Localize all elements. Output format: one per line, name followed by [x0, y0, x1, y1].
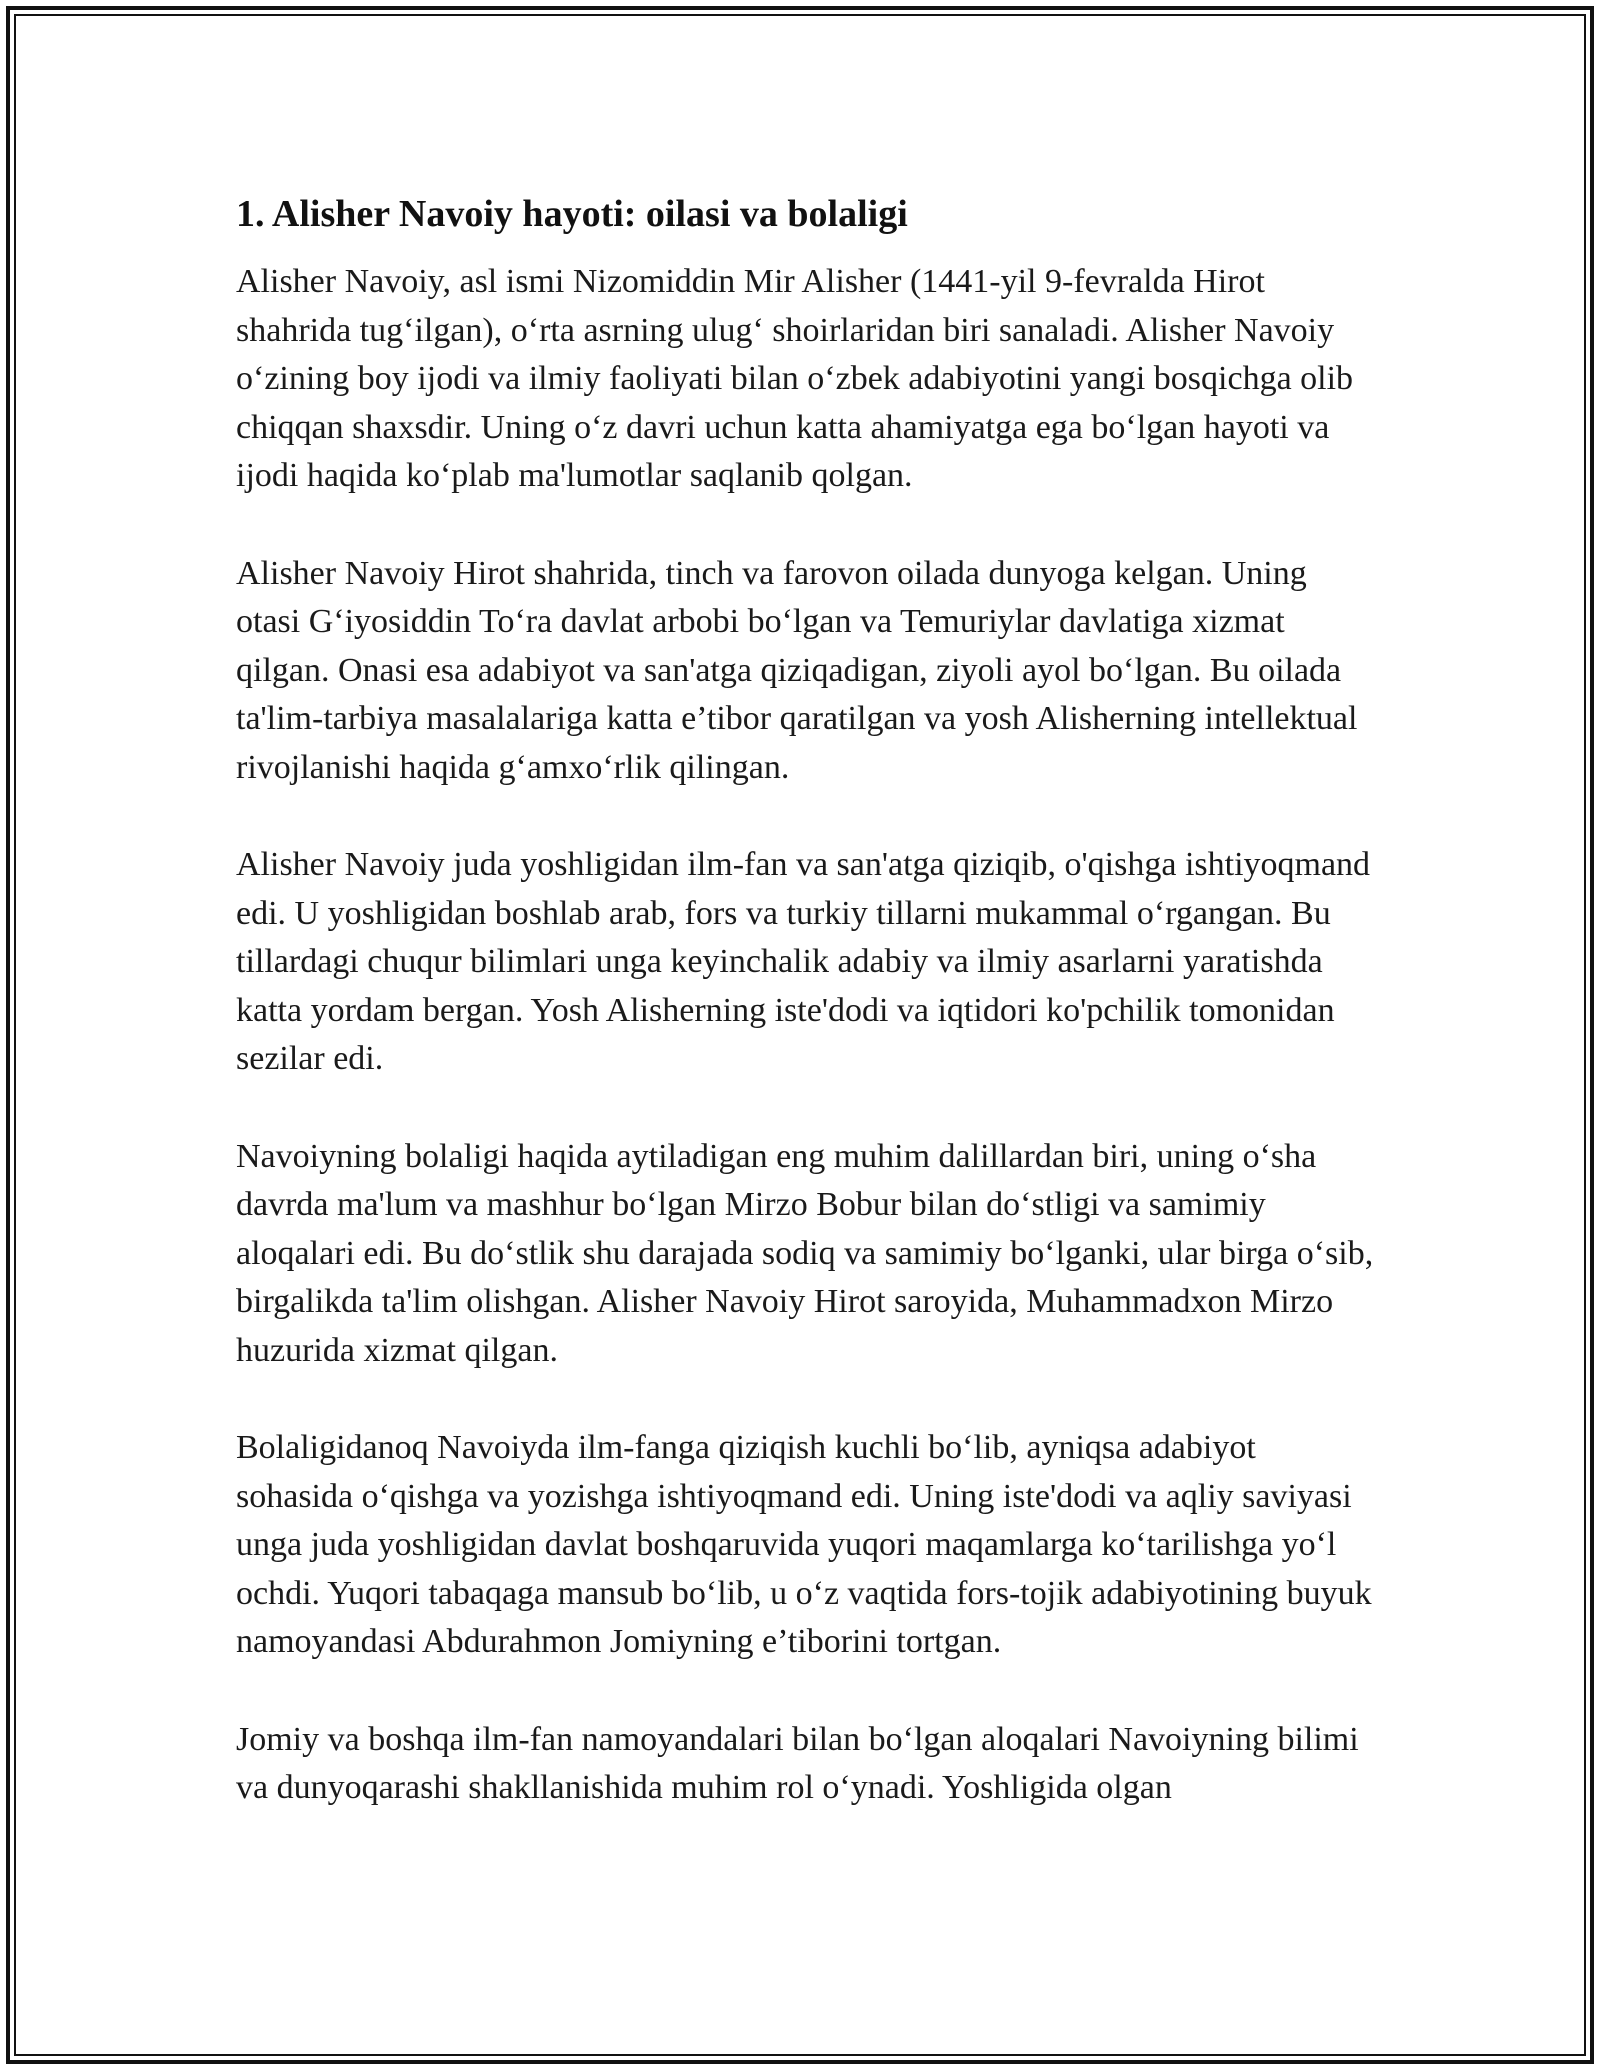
- paragraph-3: Alisher Navoiy juda yoshligidan ilm-fan va san'atga qiziqib, o'qishga ishtiyoqmand edi. U yoshligidan boshlab arab, fors va turkiy tillarni mukammal o‘rgangan. Bu tillardagi chuqur bilimlari unga keyinchalik adabiy va ilmiy asarlarni yaratishda katta yordam bergan. Yosh Alisherning iste'dodi va iqtidori ko'pchilik tomonidan sezilar edi.: [236, 846, 1371, 1077]
- paragraph-4: Navoiyning bolaligi haqida aytiladigan eng muhim dalillardan biri, uning o‘sha davrda ma'lum va mashhur bo‘lgan Mirzo Bobur bilan do‘stligi va samimiy aloqalari edi. Bu do‘stlik shu darajada sodiq va samimiy bo‘lganki, ular birga o‘sib, birgalikda ta'lim olishgan. Alisher Navoiy Hirot saroyida, Muhammadxon Mirzo huzurida xizmat qilgan.: [236, 1137, 1374, 1369]
- paragraph-5: Bolaligidanoq Navoiyda ilm-fanga qiziqish kuchli bo‘lib, ayniqsa adabiyot sohasida o‘qishga va yozishga ishtiyoqmand edi. Uning iste'dodi va aqliy saviyasi unga juda yoshligidan davlat boshqaruvida yuqori maqamlarga ko‘tarilishga yo‘l ochdi. Yuqori tabaqaga mansub bo‘lib, u o‘z vaqtida fors-tojik adabiyotining buyuk namoyandasi Abdurahmon Jomiyning e’tiborini tortgan.: [236, 1429, 1372, 1660]
- section-heading: 1. Alisher Navoiy hayoti: oilasi va bolaligi: [236, 193, 908, 235]
- paragraph-6: Jomiy va boshqa ilm-fan namoyandalari bilan bo‘lgan aloqalari Navoiyning bilimi va dunyoqarashi shakllanishida muhim rol o‘ynadi. Yoshligida olgan: [236, 1720, 1359, 1806]
- document-body: [236, 186, 1376, 1813]
- paragraph-1: Alisher Navoiy, asl ismi Nizomiddin Mir Alisher (1441-yil 9-fevralda Hirot shahrida tug‘ilgan), o‘rta asrning ulug‘ shoirlaridan biri sanaladi. Alisher Navoiy o‘zining boy ijodi va ilmiy faoliyati bilan o‘zbek adabiyotini yangi bosqichga olib chiqqan shaxsdir. Uning o‘z davri uchun katta ahamiyatga ega bo‘lgan hayoti va ijodi haqida ko‘plab ma'lumotlar saqlanib qolgan.: [236, 263, 1354, 494]
- paragraph-2: Alisher Navoiy Hirot shahrida, tinch va farovon oilada dunyoga kelgan. Uning otasi G‘iyosiddin To‘ra davlat arbobi bo‘lgan va Temuriylar davlatiga xizmat qilgan. Onasi esa adabiyot va san'atga qiziqadigan, ziyoli ayol bo‘lgan. Bu oilada ta'lim-tarbiya masalalariga katta e’tibor qaratilgan va yosh Alisherning intellektual rivojlanishi haqida g‘amxo‘rlik qilingan.: [236, 554, 1358, 786]
